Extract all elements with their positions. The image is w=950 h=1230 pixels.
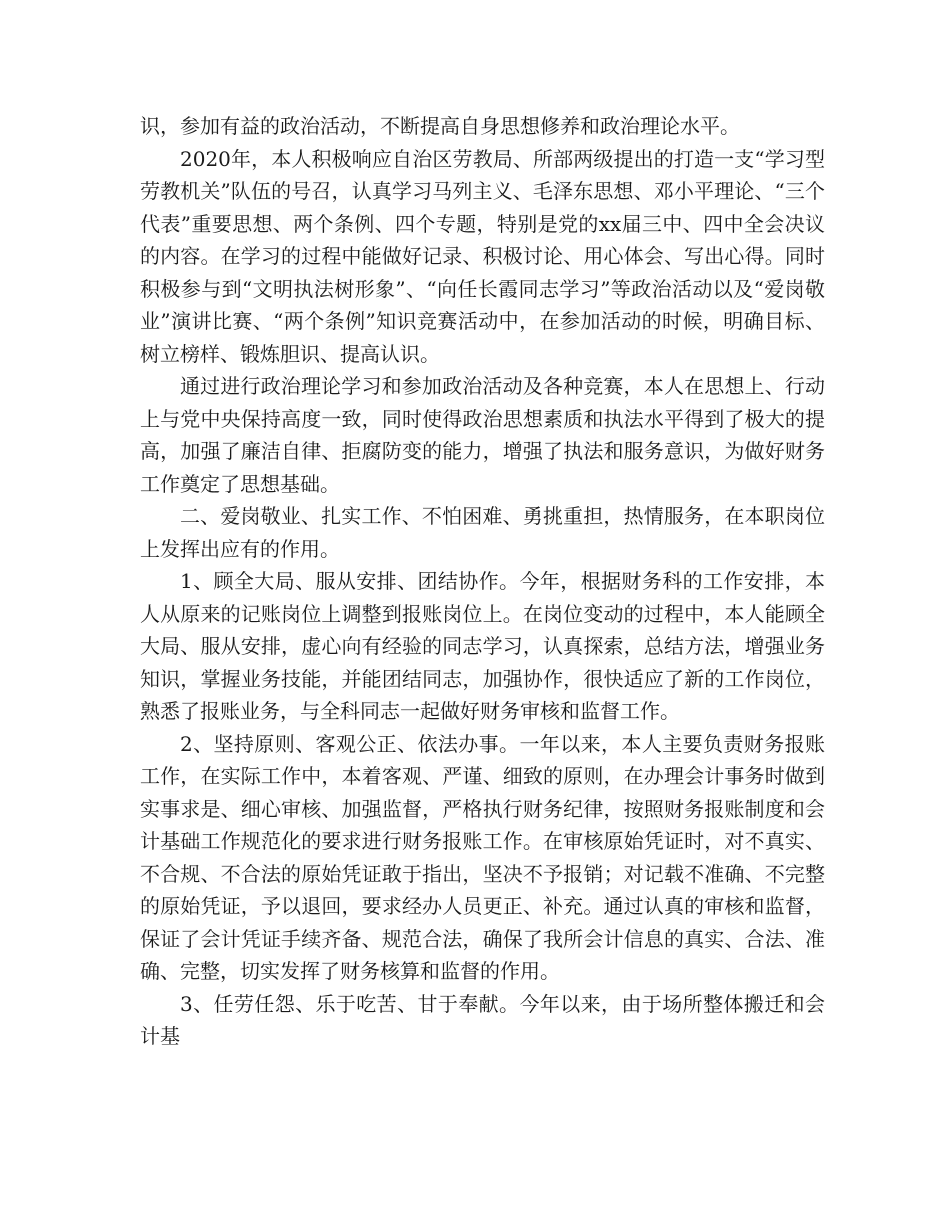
paragraph-1: 识，参加有益的政治活动，不断提高自身思想修养和政治理论水平。: [140, 114, 740, 138]
paragraph-6: 2、坚持原则、客观公正、依法办事。一年以来，本人主要负责财务报账工作，在实际工作中，本着客观、严谨、细致的原则，在办理会计事务时做到实事求是、细心审核、加强监督，严格执行财务纪律，按照财务报账制度和会计基础工作规范化的要求进行财务报账工作。在审核原始凭证时，对不真实、不合规、不合法的原始凭证敢于指出，坚决不予报销；对记载不准确、不完整的原始凭证，予以退回，要求经办人员更正、补充。通过认真的审核和监督，保证了会计凭证手续齐备、规范合法，确保了我所会计信息的真实、合法、准确、完整，切实发挥了财务核算和监督的作用。: [140, 731, 825, 983]
paragraph-2: 2020年，本人积极响应自治区劳教局、所部两级提出的打造一支“学习型劳教机关”队伍的号召，认真学习马列主义、毛泽东思想、邓小平理论、“三个代表”重要思想、两个条例、四个专题，特别是党的xx届三中、四中全会决议的内容。在学习的过程中能做好记录、积极讨论、用心体会、写出心得。同时积极参与到“文明执法树形象”、“向任长霞同志学习”等政治活动以及“爱岗敬业”演讲比赛、“两个条例”知识竞赛活动中，在参加活动的时候，明确目标、树立榜样、锻炼胆识、提高认识。: [140, 146, 825, 366]
paragraph-4: 二、爱岗敬业、扎实工作、不怕困难、勇挑重担，热情服务，在本职岗位上发挥出应有的作用。: [140, 504, 825, 561]
document-page: [140, 110, 825, 1053]
paragraph-5: 1、顾全大局、服从安排、团结协作。今年，根据财务科的工作安排，本人从原来的记账岗位上调整到报账岗位上。在岗位变动的过程中，本人能顾全大局、服从安排，虚心向有经验的同志学习，认真探索，总结方法，增强业务知识，掌握业务技能，并能团结同志，加强协作，很快适应了新的工作岗位，熟悉了报账业务，与全科同志一起做好财务审核和监督工作。: [140, 569, 825, 723]
paragraph-7: 3、任劳任怨、乐于吃苦、甘于奉献。今年以来，由于场所整体搬迁和会计基: [140, 991, 825, 1048]
paragraph-3: 通过进行政治理论学习和参加政治活动及各种竞赛，本人在思想上、行动上与党中央保持高度一致，同时使得政治思想素质和执法水平得到了极大的提高，加强了廉洁自律、拒腐防变的能力，增强了执法和服务意识，为做好财务工作奠定了思想基础。: [140, 374, 825, 496]
